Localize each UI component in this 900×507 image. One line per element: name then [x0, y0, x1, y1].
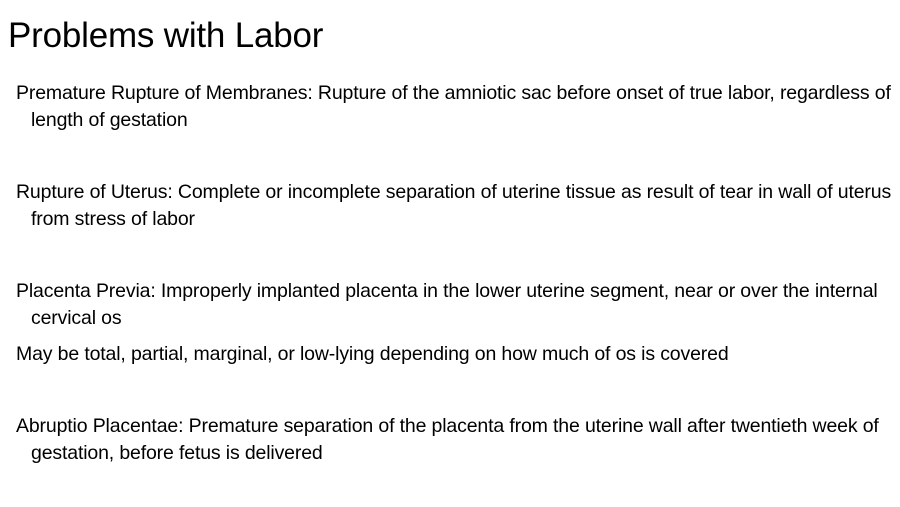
paragraph-rupture-of-uterus: Rupture of Uterus: Complete or incomplete separation of uterine tissue as result of tear in wall of uterus from stress of labor [16, 181, 892, 230]
paragraph-abruptio-placentae: Abruptio Placentae: Premature separation of the placenta from the uterine wall after twentieth week of gestation, before fetus is delivered [16, 415, 879, 464]
slide-title: Problems with Labor [8, 16, 324, 55]
slide-body [16, 80, 896, 467]
paragraph-premature-rupture: Premature Rupture of Membranes: Rupture of the amniotic sac before onset of true labor, regardless of length of gestation [16, 82, 891, 131]
paragraph-previa-types: May be total, partial, marginal, or low-lying depending on how much of os is covered [16, 343, 729, 365]
paragraph-placenta-previa: Placenta Previa: Improperly implanted placenta in the lower uterine segment, near or over the internal cervical os [16, 280, 878, 329]
